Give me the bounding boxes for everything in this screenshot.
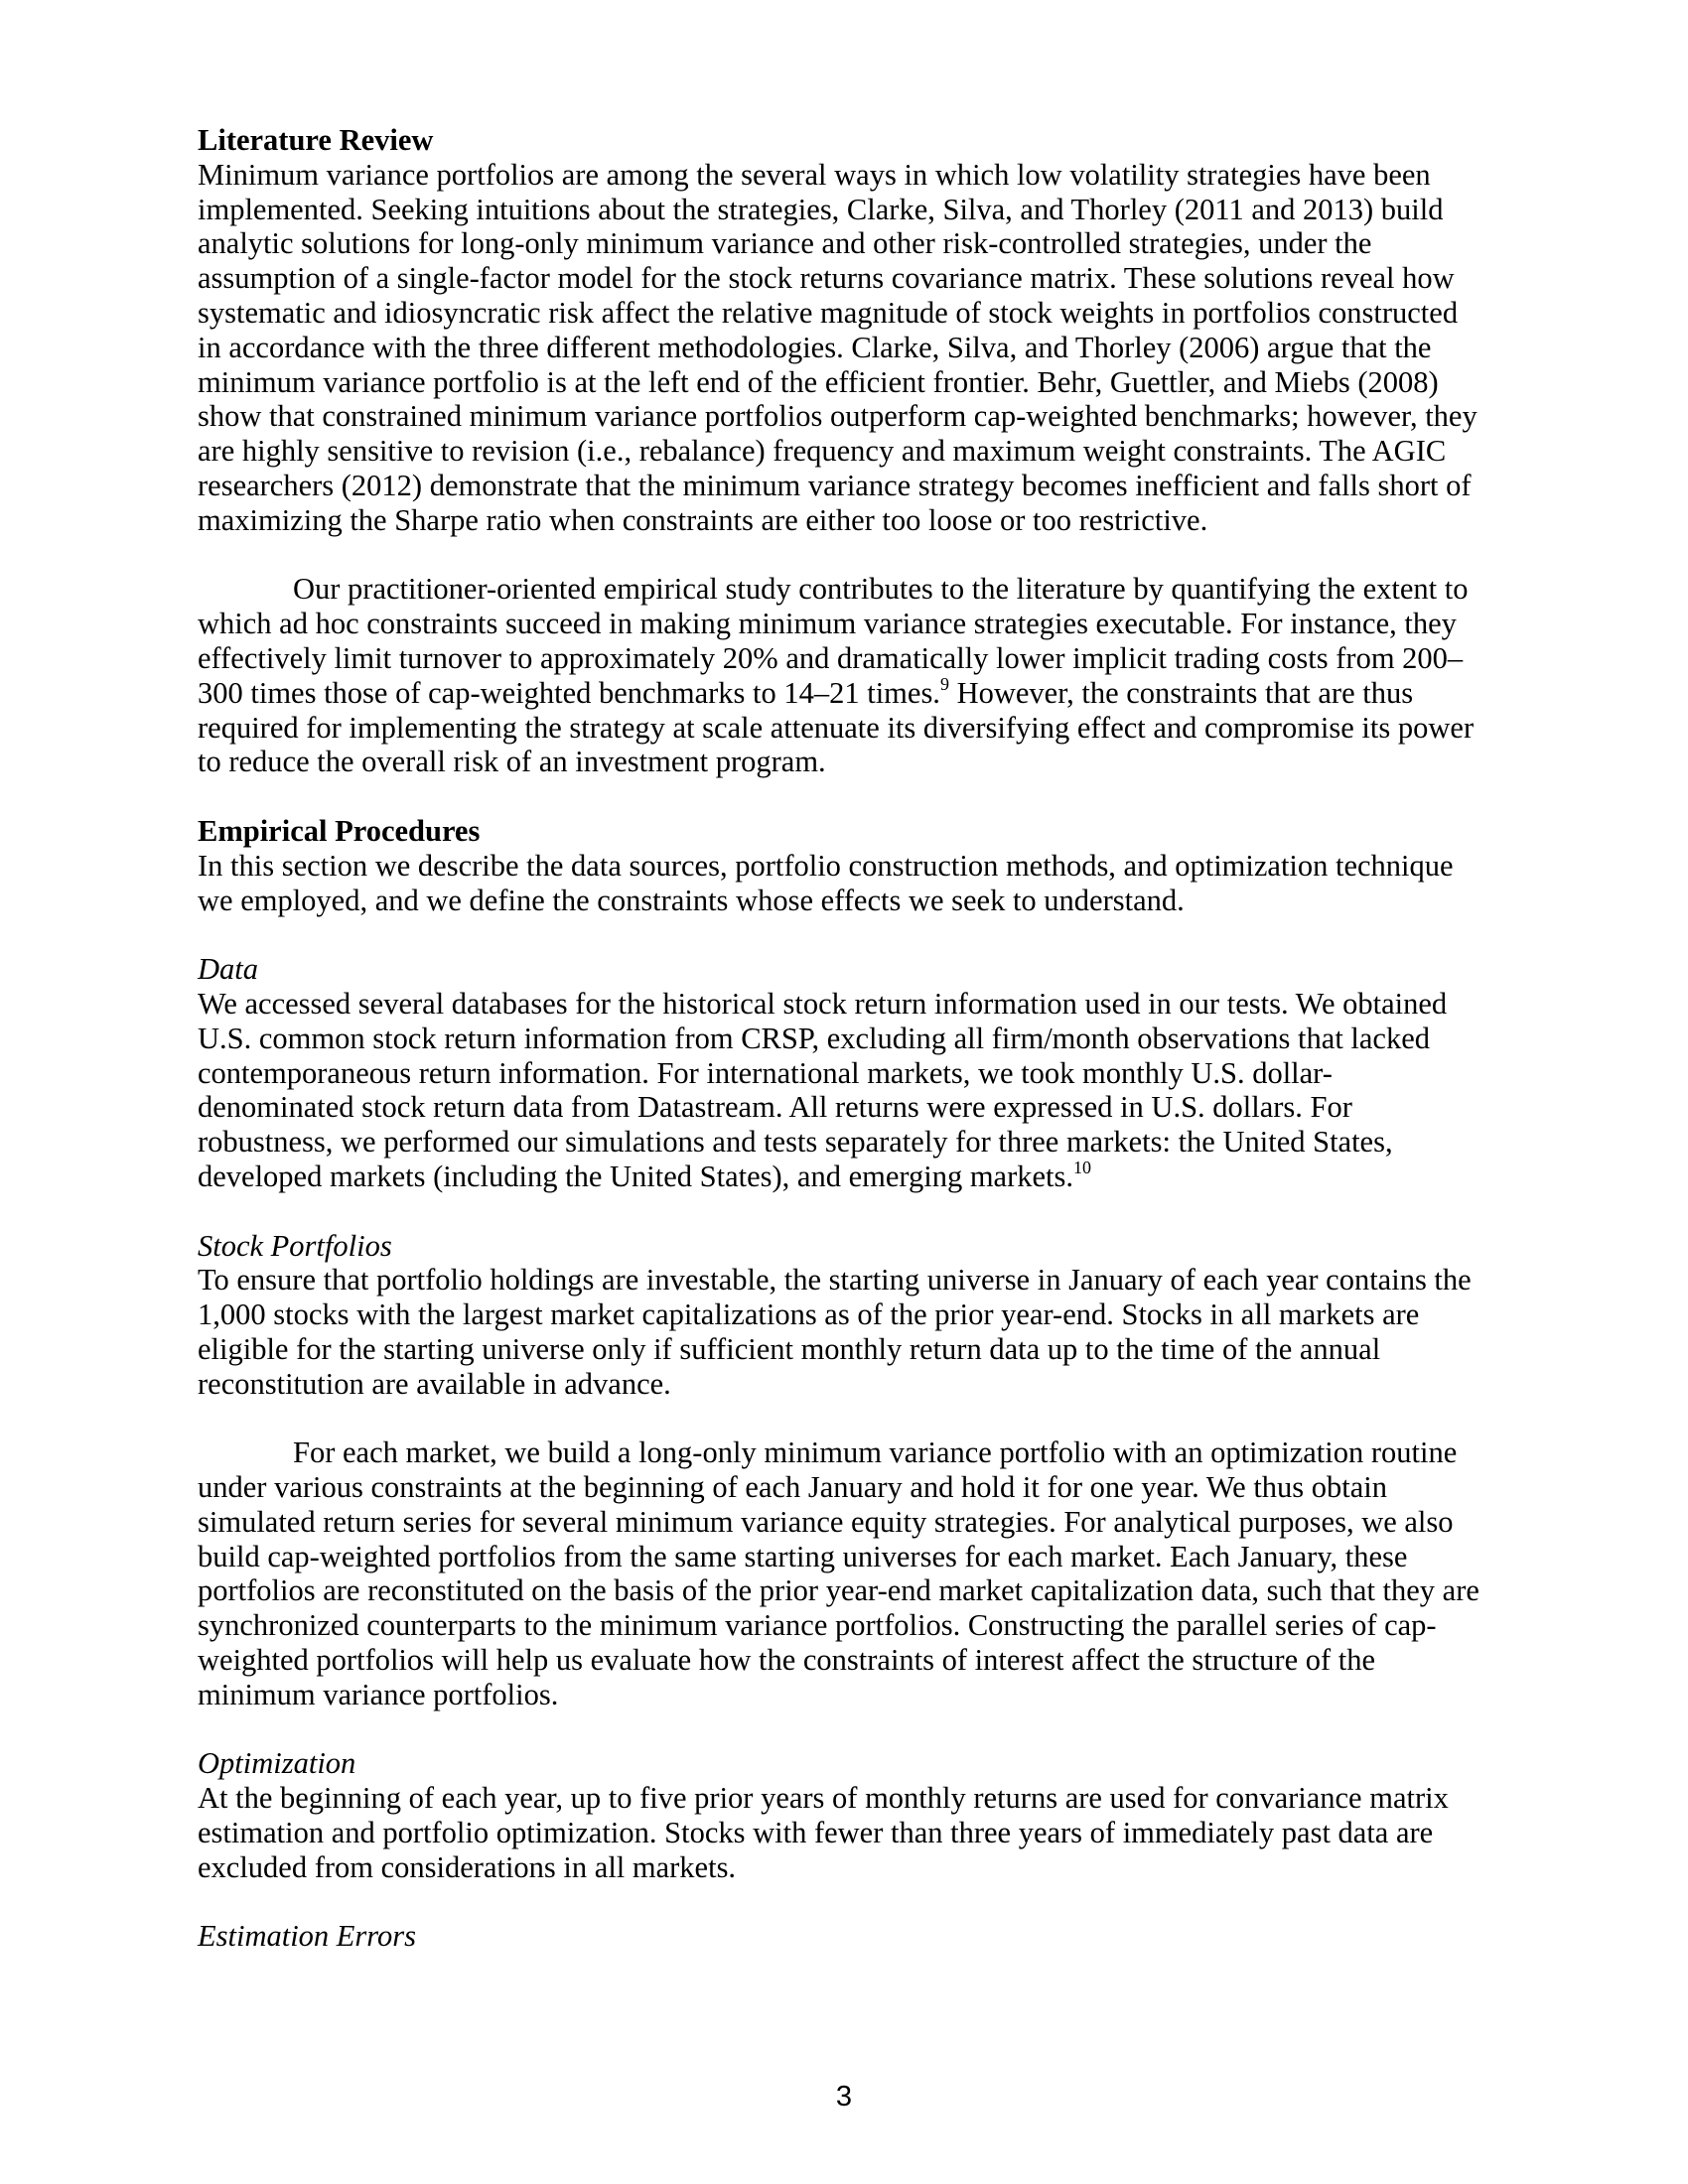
text-line: to reduce the overall risk of an investment program.: [198, 745, 826, 779]
paragraph-gap: [198, 779, 1508, 814]
paragraph: [198, 1435, 1508, 1711]
paragraph: [198, 1781, 1508, 1884]
text-line: systematic and idiosyncratic risk affect the relative magnitude of stock weights in portfolios constructed: [198, 295, 1459, 330]
section-heading: Literature Review: [198, 123, 434, 157]
document-body: [198, 123, 1508, 1954]
text-line: denominated stock return data from Datastream. All returns were expressed in U.S. dollars. For: [198, 1090, 1352, 1125]
text-line: excluded from considerations in all markets.: [198, 1849, 737, 1884]
text-line: simulated return series for several minimum variance equity strategies. For analytical purposes, we also: [198, 1504, 1454, 1539]
section-heading: Empirical Procedures: [198, 813, 481, 848]
text-line: robustness, we performed our simulations and tests separately for three markets: the United States,: [198, 1125, 1393, 1160]
text-line: U.S. common stock return information from CRSP, excluding all firm/month observations that lacked: [198, 1021, 1430, 1055]
text-line: We accessed several databases for the historical stock return information used in our tests. We obtained: [198, 986, 1448, 1021]
text-line: To ensure that portfolio holdings are investable, the starting universe in January of each year contains the: [198, 1263, 1472, 1297]
text-line: Minimum variance portfolios are among the several ways in which low volatility strategies have been: [198, 157, 1431, 192]
text-line: which ad hoc constraints succeed in making minimum variance strategies executable. For instance, they: [198, 607, 1457, 641]
text-segment: However, the constraints that are thus: [948, 675, 1414, 710]
text-line: required for implementing the strategy at scale attenuate its diversifying effect and compromise its power: [198, 710, 1475, 745]
text-line: In this section we describe the data sources, portfolio construction methods, and optimization technique: [198, 848, 1454, 883]
text-line: [198, 1157, 1508, 1194]
paragraph: [198, 987, 1508, 1194]
text-line: show that constrained minimum variance portfolios outperform cap-weighted benchmarks; however, they: [198, 399, 1477, 434]
text-line: Our practitioner-oriented empirical study contributes to the literature by quantifying the extent to: [293, 572, 1469, 607]
text-line: 1,000 stocks with the largest market capitalizations as of the prior year-end. Stocks in all markets are: [198, 1297, 1420, 1332]
text-line: synchronized counterparts to the minimum variance portfolios. Constructing the parallel series of cap-: [198, 1608, 1437, 1643]
paragraph: [198, 158, 1508, 538]
text-line: portfolios are reconstituted on the basis of the prior year-end market capitalization data, such that they are: [198, 1573, 1479, 1608]
text-line: implemented. Seeking intuitions about the strategies, Clarke, Silva, and Thorley (2011 and 2013) build: [198, 192, 1444, 226]
paragraph: [198, 572, 1508, 779]
text-line: researchers (2012) demonstrate that the minimum variance strategy becomes inefficient and falls short of: [198, 468, 1472, 502]
subsection-heading: Stock Portfolios: [198, 1228, 392, 1263]
subsection-heading: Optimization: [198, 1746, 356, 1781]
text-line: assumption of a single-factor model for the stock returns covariance matrix. These solutions reveal how: [198, 261, 1455, 296]
footnote-marker: 9: [939, 673, 949, 694]
text-segment: developed markets (including the United States), and emerging markets.: [198, 1159, 1073, 1193]
text-line: eligible for the starting universe only if sufficient monthly return data up to the time of the annual: [198, 1331, 1381, 1366]
text-line: minimum variance portfolios.: [198, 1677, 559, 1711]
text-line: reconstitution are available in advance.: [198, 1366, 671, 1401]
paragraph-gap: [198, 538, 1508, 573]
text-line: we employed, and we define the constraints whose effects we seek to understand.: [198, 883, 1185, 917]
paragraph-gap: [198, 917, 1508, 952]
text-line: At the beginning of each year, up to five prior years of monthly returns are used for convariance matrix: [198, 1781, 1449, 1816]
text-line: are highly sensitive to revision (i.e., rebalance) frequency and maximum weight constraints. The AGIC: [198, 434, 1447, 469]
subsection-heading: Data: [198, 952, 258, 987]
paragraph-gap: [198, 1401, 1508, 1435]
paragraph-gap: [198, 1712, 1508, 1747]
subsection-heading: Estimation Errors: [198, 1919, 417, 1954]
paragraph: [198, 849, 1508, 918]
text-line: effectively limit turnover to approximately 20% and dramatically lower implicit trading costs from 200–: [198, 640, 1464, 675]
text-line: weighted portfolios will help us evaluate how the constraints of interest affect the structure of the: [198, 1643, 1376, 1678]
page-number: 3: [835, 2081, 853, 2113]
paragraph-gap: [198, 1885, 1508, 1920]
text-line: [198, 673, 1508, 711]
text-line: analytic solutions for long-only minimum variance and other risk-controlled strategies, under the: [198, 226, 1372, 261]
paragraph: [198, 1263, 1508, 1401]
text-segment: 300 times those of cap-weighted benchmarks to 14–21 times.: [198, 675, 940, 710]
paragraph-gap: [198, 1194, 1508, 1229]
text-line: minimum variance portfolio is at the left end of the efficient frontier. Behr, Guettler, and Miebs (2008): [198, 364, 1439, 399]
text-line: For each market, we build a long-only minimum variance portfolio with an optimization routine: [293, 1435, 1458, 1470]
text-line: build cap-weighted portfolios from the same starting universes for each market. Each January, these: [198, 1539, 1408, 1573]
text-line: contemporaneous return information. For international markets, we took monthly U.S. dollar-: [198, 1055, 1333, 1090]
text-line: under various constraints at the beginning of each January and hold it for one year. We thus obtain: [198, 1470, 1388, 1505]
footnote-marker: 10: [1073, 1157, 1091, 1177]
text-line: in accordance with the three different methodologies. Clarke, Silva, and Thorley (2006) argue that the: [198, 330, 1432, 364]
text-line: estimation and portfolio optimization. Stocks with fewer than three years of immediately past data are: [198, 1816, 1434, 1850]
text-line: maximizing the Sharpe ratio when constraints are either too loose or too restrictive.: [198, 502, 1208, 537]
